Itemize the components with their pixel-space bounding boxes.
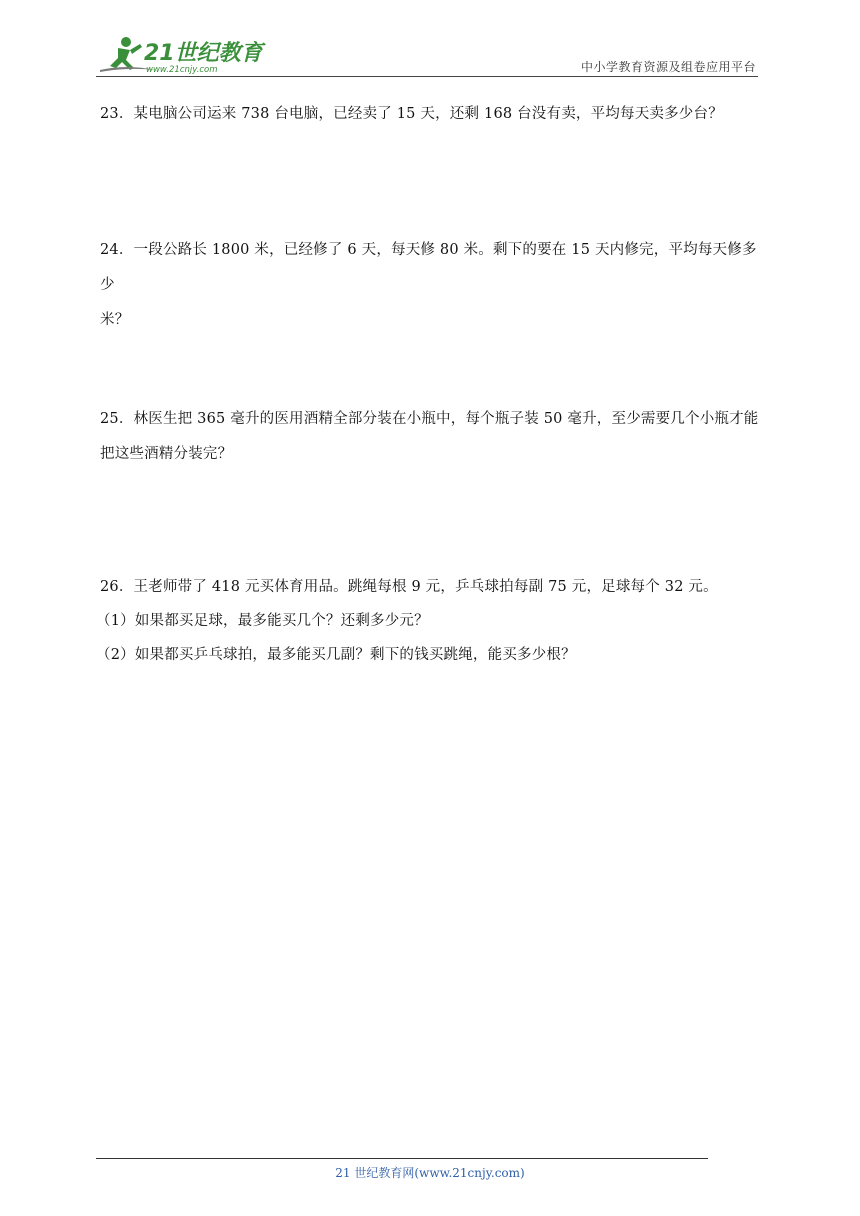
question-24 xyxy=(100,233,764,338)
question-line: 米？ xyxy=(100,312,130,328)
question-25 xyxy=(100,402,764,472)
runner-logo-icon xyxy=(96,34,266,78)
logo-title: 21世纪教育 xyxy=(144,41,263,66)
sub-question-1: （1）如果都买足球，最多能买几个？还剩多少元？ xyxy=(96,613,429,629)
header-divider xyxy=(96,76,758,77)
logo-url: www.21cnjy.com xyxy=(146,65,218,75)
question-26 xyxy=(96,570,764,672)
question-line: 23．某电脑公司运来 738 台电脑，已经卖了 15 天，还剩 168 台没有卖，平均每天卖多少台？ xyxy=(100,106,723,122)
sub-question-2: （2）如果都买乒乓球拍，最多能买几副？剩下的钱买跳绳，能买多少根？ xyxy=(96,647,576,663)
question-23 xyxy=(100,97,764,132)
question-line: 26．王老师带了 418 元买体育用品。跳绳每根 9 元，乒乓球拍每副 75 元，足球每个 32 元。 xyxy=(100,579,718,595)
page-header xyxy=(0,0,860,80)
question-line: 25．林医生把 365 毫升的医用酒精全部分装在小瓶中，每个瓶子装 50 毫升，至少需要几个小瓶才能 xyxy=(100,411,759,427)
question-line: 24．一段公路长 1800 米，已经修了 6 天，每天修 80 米。剩下的要在 15 天内修完，平均每天修多少 xyxy=(100,242,757,293)
platform-tagline: 中小学教育资源及组卷应用平台 xyxy=(580,60,756,74)
question-line: 把这些酒精分装完？ xyxy=(100,446,233,462)
footer-site-link[interactable]: 21 世纪教育网(www.21cnjy.com) xyxy=(335,1166,525,1180)
site-logo xyxy=(96,34,266,78)
footer-divider xyxy=(96,1158,708,1159)
